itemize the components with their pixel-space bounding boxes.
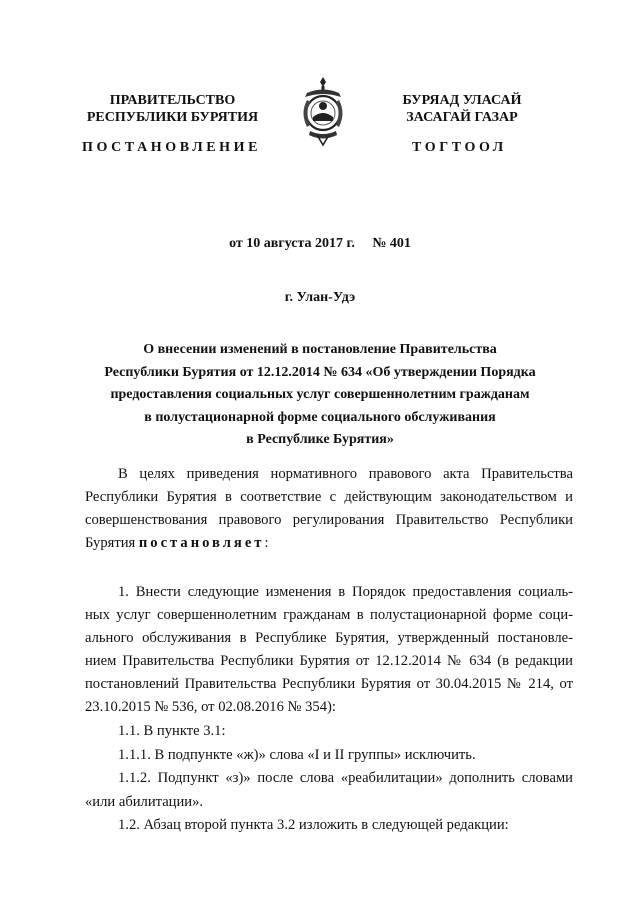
sub-item: 1.2. Абзац второй пункта 3.2 изложить в следующей редакции: [118, 817, 509, 833]
coat-of-arms-icon [297, 73, 349, 148]
paragraph-1 [85, 581, 573, 719]
title-line: в Республике Бурятия» [246, 432, 394, 447]
preamble-line: В целях приведения нормативного правового акта Правительства [118, 466, 573, 482]
decree-word: постановляет [138, 535, 265, 551]
preamble-paragraph [85, 463, 573, 555]
paragraph-line: 23.10.2015 № 536, от 02.08.2016 № 354): [85, 699, 336, 715]
document-title [70, 339, 570, 452]
sub-item: 1.1.1. В подпункте «ж)» слова «I и II группы» исключить. [118, 746, 476, 763]
preamble-line: Республики Бурятия в соответствие с действующим законодательством и [85, 489, 573, 505]
title-line: Республики Бурятия от 12.12.2014 № 634 «Об утверждении Порядка [104, 364, 536, 380]
header-left-line-1: ПРАВИТЕЛЬСТВО [109, 93, 236, 108]
sub-item: 1.1.2. Подпункт «з)» после слова «реабилитации» дополнить словами [118, 770, 573, 786]
document-type-label: ПОСТАНОВЛЕНИЕ [82, 140, 262, 155]
preamble-last-suffix: : [264, 535, 269, 551]
paragraph-line: 1. Внести следующие изменения в Порядок предоставления социаль- [118, 584, 573, 600]
header-left-line-2: РЕСПУБЛИКИ БУРЯТИЯ [86, 110, 259, 125]
document-type-label-buryat: ТОГТООЛ [412, 140, 507, 155]
header-right-line-1: БУРЯАД УЛАСАЙ [402, 93, 522, 108]
paragraph-line: нием Правительства Республики Бурятия от 12.12.2014 № 634 (в редакции [85, 653, 573, 669]
paragraph-line: постановлений Правительства Республики Бурятия от 30.04.2015 № 214, от [85, 676, 573, 692]
preamble-line: совершенствования правового регулирования Правительство Республики [85, 512, 573, 528]
header-left-block [85, 92, 260, 126]
city-name: г. Улан-Удэ [284, 290, 356, 305]
preamble-last-prefix: Бурятия [85, 535, 139, 551]
title-line: в полустационарной форме социального обслуживания [144, 409, 496, 425]
header-right-block [382, 92, 542, 126]
header-right-line-2: ЗАСАГАЙ ГАЗАР [406, 110, 518, 125]
title-line: предоставления социальных услуг совершеннолетним гражданам [110, 387, 530, 402]
date-and-number: от 10 августа 2017 г. № 401 [229, 236, 411, 251]
paragraph-line: ных услуг совершеннолетним гражданам в полустационарной форме соци- [85, 607, 573, 623]
paragraph-line: ального обслуживания в Республике Бурятия, утвержденный постановле- [85, 630, 573, 646]
preamble-last-line [85, 532, 573, 555]
sub-items [85, 720, 573, 838]
sub-item: «или абилитации». [85, 793, 204, 810]
sub-item: 1.1. В пункте 3.1: [118, 723, 226, 739]
title-line: О внесении изменений в постановление Правительства [143, 342, 497, 357]
